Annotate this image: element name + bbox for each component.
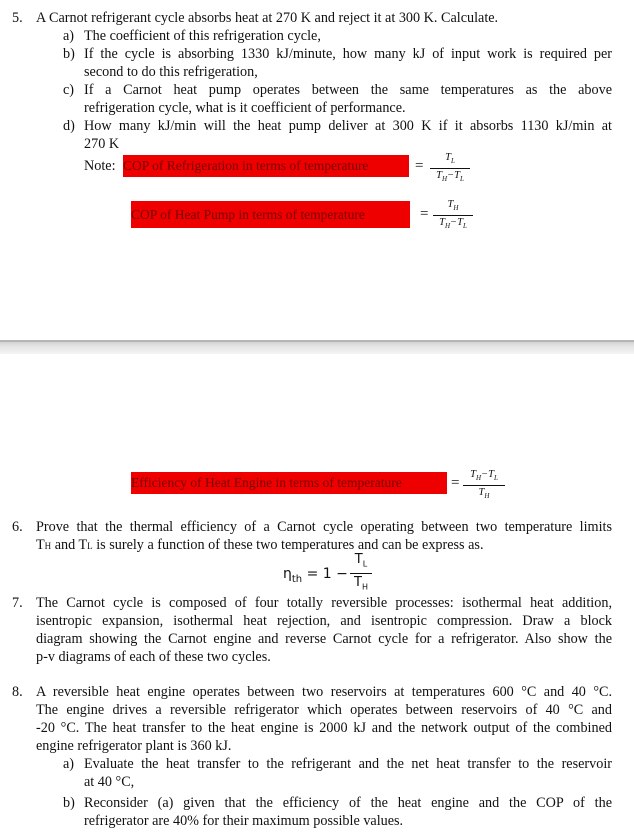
cop-hp-num: T <box>447 199 454 210</box>
q8a-line2: at 40 °C, <box>84 774 135 790</box>
q5c-line2: refrigeration cycle, what is it coefficient of performance. <box>84 100 406 116</box>
efficiency-equals: = <box>451 475 460 491</box>
q5b-label: b) <box>63 46 75 62</box>
q8b-label: b) <box>63 795 75 811</box>
q8-line1: A reversible heat engine operates between two reservoirs at temperatures 600 °C and 40 °C. <box>36 684 612 700</box>
eta-fraction <box>350 552 372 594</box>
eta-sub-th: th <box>291 573 303 585</box>
eff-num-minus: −T <box>481 469 494 480</box>
eta-formula <box>283 565 348 589</box>
q8-line4: engine refrigerator plant is 360 kJ. <box>36 738 232 754</box>
q8b-line1: Reconsider (a) given that the efficiency of the heat engine and the COP of the <box>84 795 612 811</box>
q8a-line1: Evaluate the heat transfer to the refrigerant and the net heat transfer to the reservoir <box>84 756 612 772</box>
q8a-label: a) <box>63 756 75 772</box>
q5d-line2: 270 K <box>84 136 120 152</box>
q8b-line2: refrigerator are 40% for their maximum possible values. <box>84 813 404 829</box>
q7-number: 7. <box>12 595 23 611</box>
q8-line3: -20 °C. The heat transfer to the heat engine is 2000 kJ and the network output of the combined <box>36 720 612 736</box>
q6-and-tl: and T <box>51 537 88 553</box>
q6-line2 <box>36 536 484 555</box>
eta-den-h: H <box>361 582 368 592</box>
eta-den-t: T <box>354 574 362 590</box>
q5c-label: c) <box>63 82 75 98</box>
q5a-text: The coefficient of this refrigeration cycle, <box>84 28 321 44</box>
q5b-line2: second to do this refrigeration, <box>84 64 258 80</box>
cop-ref-den-t: T <box>436 170 442 182</box>
eff-num-t: T <box>470 469 476 480</box>
cop-hp-den-l: L <box>462 222 467 231</box>
page-separator-line <box>0 340 634 342</box>
cop-hp-den-t: T <box>439 217 445 229</box>
eta-symbol: η <box>283 566 292 582</box>
q5d-label: d) <box>63 118 75 134</box>
q7-line2: isentropic expansion, isothermal heat rejection, and isentropic compression. Draw a block <box>36 613 612 629</box>
efficiency-label: Efficiency of Heat Engine in terms of temperature <box>131 472 447 494</box>
q6-tl-l: L <box>87 541 93 551</box>
eta-num-l: L <box>362 559 368 569</box>
cop-hp-fraction <box>433 199 473 232</box>
cop-refrigeration-label: COP of Refrigeration in terms of temperature <box>123 155 409 177</box>
q6-th-t: T <box>36 537 45 553</box>
eff-den-t: T <box>478 487 485 499</box>
q8-line2: The engine drives a reversible refrigerator which operates between reservoirs of 40 °C and <box>36 702 612 718</box>
q5b-line1: If the cycle is absorbing 1330 kJ/minute, how many kJ of input work is required per <box>84 46 612 62</box>
q6-line2-rest: is surely a function of these two temperatures and can be express as. <box>92 537 484 553</box>
cop-ref-num-sub: L <box>450 157 455 166</box>
cop-ref-den-h: H <box>441 175 448 184</box>
q5a-label: a) <box>63 28 75 44</box>
cop-hp-den-minus: −T <box>450 217 463 229</box>
q7-line4: p-v diagrams of each of these two cycles. <box>36 649 271 665</box>
cop-hp-den-h: H <box>444 222 451 231</box>
cop-ref-num: T <box>445 152 451 163</box>
eff-num-h: H <box>475 474 482 483</box>
eta-equals-one-minus: = 1 − <box>302 566 348 582</box>
q5-number: 5. <box>12 10 23 26</box>
q5-stem: A Carnot refrigerant cycle absorbs heat at 270 K and reject it at 300 K. Calculate. <box>36 10 499 26</box>
efficiency-fraction <box>463 469 505 502</box>
q5c-line1: If a Carnot heat pump operates between the same temperatures as the above <box>84 82 612 98</box>
q7-line1: The Carnot cycle is composed of four totally reversible processes: isothermal heat addition, <box>36 595 612 611</box>
note-label: Note: <box>84 158 116 174</box>
cop-ref-equals: = <box>415 158 424 174</box>
cop-heat-pump-label: COP of Heat Pump in terms of temperature <box>131 201 410 228</box>
eta-num-t: T <box>354 552 363 567</box>
q7-line3: diagram showing the Carnot engine and reverse Carnot cycle for a refrigerator. Also show the <box>36 631 612 647</box>
cop-ref-den-minus: −T <box>447 170 460 182</box>
cop-ref-den-l: L <box>459 175 464 184</box>
cop-hp-equals: = <box>420 206 429 222</box>
q6-th-h: H <box>44 541 52 551</box>
eff-den-h: H <box>484 492 490 501</box>
page-separator <box>0 340 634 354</box>
q5d-line1: How many kJ/min will the heat pump deliver at 300 K if it absorbs 1130 kJ/min at <box>84 118 612 134</box>
cop-ref-fraction <box>430 152 470 185</box>
q6-line1: Prove that the thermal efficiency of a Carnot cycle operating between two temperature limits <box>36 519 612 535</box>
eff-num-l: L <box>493 474 498 483</box>
q6-number: 6. <box>12 519 23 535</box>
q8-number: 8. <box>12 684 23 700</box>
cop-hp-num-sub: H <box>453 204 459 213</box>
